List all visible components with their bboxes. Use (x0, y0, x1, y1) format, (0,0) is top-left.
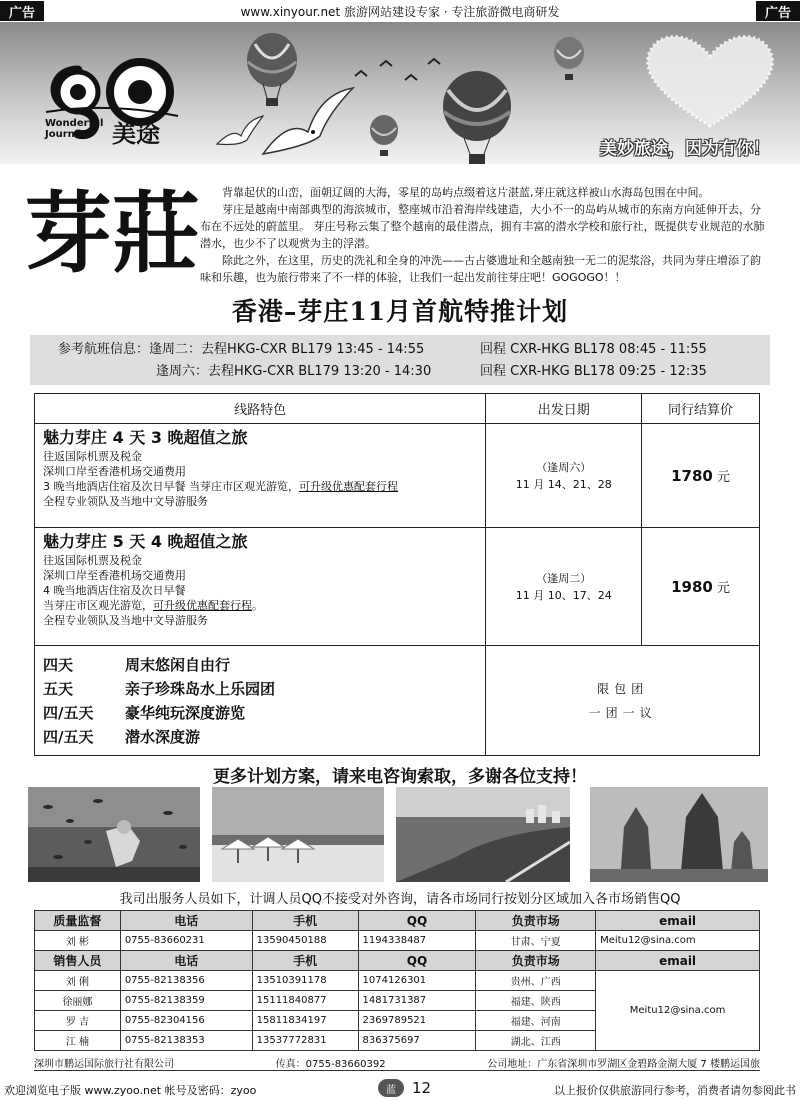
header-route: 线路特色 (35, 394, 486, 424)
coastline-photo (396, 787, 570, 882)
svg-text:芽莊: 芽莊 (24, 181, 201, 285)
route-table (34, 393, 760, 756)
table-row: 徐丽娜 0755-82138359 15111840877 1481731387 福建、陕西 (35, 991, 760, 1011)
banner-slogan: 美妙旅途，因为有你！ (600, 139, 770, 159)
balloon-icon (440, 70, 515, 165)
flight-info: 参考航班信息：逢周二：去程HKG-CXR BL179 13:45 - 14:55 回程 CXR-HKG BL178 08:45 - 11:55 逢周六：去程HKG-CXR BL179 13:20 - 14:30 回程 CXR-HKG BL178 09:25 - 12:35 (30, 335, 770, 385)
logo-cn-text: 美途 (112, 120, 160, 148)
company-address: 公司地址：广东省深圳市罗湖区金碧路金湖大厦 7 楼鹏运国旅 (487, 1059, 760, 1070)
email-link[interactable]: Meitu12@sina.com (596, 931, 760, 951)
list-item: 五天 亲子珍珠岛水上乐园团 (43, 679, 276, 698)
company-footer (34, 1055, 760, 1071)
route-row: 魅力芽庄 4 天 3 晚超值之旅 往返国际机票及税金 深圳口岸至香港机场交通费用 3 晚当地酒店住宿及次日早餐 当芽庄市区观光游览，可升级优惠配套行程 全程专业领队及当地中文导游服务 （逢周六） 11 月 14、21、28 1780 元 (35, 424, 760, 528)
price: 1780 元 (642, 424, 760, 528)
contact-table: 质量监督 电话 手机 QQ 负责市场 email 刘 彬 0755-83660231 13590450188 1194338487 甘肃、宁夏 Meitu12@sina.com 销售人员 电话 手机 QQ 负责市场 email 刘 俐 0755-82138356 13510391178 1074126301 贵州、广西 Meitu12@sina.com 徐丽娜 0755-82138359 15111840877 1481731387 福建、陕西 罗 吉 0755-82304156 15811834197 2369789521 福建、河南 江 楠 0755-82138353 13537772831 836375697 湖北、江西 (34, 910, 760, 1051)
fax: 传真：0755-83660392 (275, 1059, 386, 1070)
top-bar (0, 0, 800, 22)
ad-tag-right: 广告 (756, 1, 800, 21)
list-item: 四/五天 豪华纯玩深度游览 (43, 703, 246, 722)
bottom-bar (0, 1078, 800, 1100)
departure-dates: （逢周二） 11 月 10、17、24 (486, 528, 642, 646)
route-name: 魅力芽庄 4 天 3 晚超值之旅 (43, 428, 248, 447)
list-item: 四天 周末悠闲自由行 (43, 655, 231, 674)
site-text[interactable]: www.xinyour.net 旅游网站建设专家 · 专注旅游微电商研发 (240, 4, 560, 19)
seagull-icon (258, 84, 358, 164)
balloon-icon (552, 36, 586, 84)
balloon-icon (368, 114, 400, 159)
beach-photo (212, 787, 384, 882)
banner (0, 22, 800, 164)
group-note: 限包团 一团一议 (486, 646, 760, 756)
header-date: 出发日期 (486, 394, 642, 424)
heart-icon (640, 26, 780, 136)
intro-text: 背靠起伏的山峦，面朝辽阔的大海，零星的岛屿点缀着这片湛蓝,芽庄就这样被山水海岛包围在中间。 芽庄是越南中南部典型的海滨城市，整座城市沿着海岸线建造，大小不一的岛屿从城市的东南方向延伸开去，分布在不远处的蔚蓝里。 芽庄号称云集了整个越南的最佳潜点，拥有丰富的潜水学校和旅行社，既提供专业规范的水肺潜水，也少不了以观赏为主的浮潜。 除此之外，在这里，历史的洗礼和全身的冲洗——古占婆遗址和全越南独一无二的泥浆浴，共同为芽庄增添了韵味和乐趣，也为旅行带来了不一样的体验，让我们一起出发前往芽庄吧！GOGOGO！！ (200, 186, 765, 284)
table-row: 江 楠 0755-82138353 13537772831 836375697 湖北、江西 (35, 1031, 760, 1051)
ad-tag-left: 广告 (0, 1, 44, 21)
company-name: 深圳市鹏运国际旅行社有限公司 (34, 1059, 174, 1070)
email-link[interactable]: Meitu12@sina.com (596, 971, 760, 1051)
route-name: 魅力芽庄 5 天 4 晚超值之旅 (43, 532, 248, 551)
upgrade-link[interactable]: 可升级优惠配套行程 (299, 480, 398, 493)
website-note[interactable]: 欢迎浏览电子版 www.zyoo.net 帐号及密码：zyoo (4, 1084, 257, 1097)
upgrade-link[interactable]: 可升级优惠配套行程 (153, 599, 252, 612)
route-row: 魅力芽庄 5 天 4 晚超值之旅 往返国际机票及税金 深圳口岸至香港机场交通费用 4 晚当地酒店住宿及次日早餐 当芽庄市区观光游览，可升级优惠配套行程。 全程专业领队及当地中文导游服务 （逢周二） 11 月 10、17、24 1980 元 (35, 528, 760, 646)
logo-en-text: Wonderful Journey (45, 118, 104, 140)
contact-note: 我司出服务人员如下，计调人员QQ不接受对外咨询，请各市场同行按划分区域加入各市场销售QQ (119, 892, 681, 907)
table-row: 刘 俐 0755-82138356 13510391178 1074126301 贵州、广西 Meitu12@sina.com (35, 971, 760, 991)
header-price: 同行结算价 (642, 394, 760, 424)
cham-towers-photo (590, 787, 768, 882)
main-title: 香港–芽庄11月首航特推计划 (231, 297, 569, 326)
list-item: 四/五天 潜水深度游 (43, 727, 201, 746)
disclaimer: 以上报价仅供旅游同行参考，消费者请勿参阅此书 (554, 1084, 796, 1097)
section-badge: 蓝 (378, 1079, 404, 1097)
table-row: 刘 彬 0755-83660231 13590450188 1194338487 甘肃、宁夏 Meitu12@sina.com (35, 931, 760, 951)
seagull-icon (215, 114, 265, 152)
table-row: 罗 吉 0755-82304156 15811834197 2369789521 福建、河南 (35, 1011, 760, 1031)
price: 1980 元 (642, 528, 760, 646)
diving-photo (28, 787, 200, 882)
page-number: 蓝 12 (378, 1079, 431, 1097)
more-plans-text: 更多计划方案，请来电咨询索取，多谢各位支持！ (213, 767, 587, 787)
departure-dates: （逢周六） 11 月 14、21、28 (486, 424, 642, 528)
private-group-routes (35, 646, 486, 756)
nha-trang-calligraphy (20, 170, 201, 290)
birds-flock-icon (350, 56, 450, 96)
